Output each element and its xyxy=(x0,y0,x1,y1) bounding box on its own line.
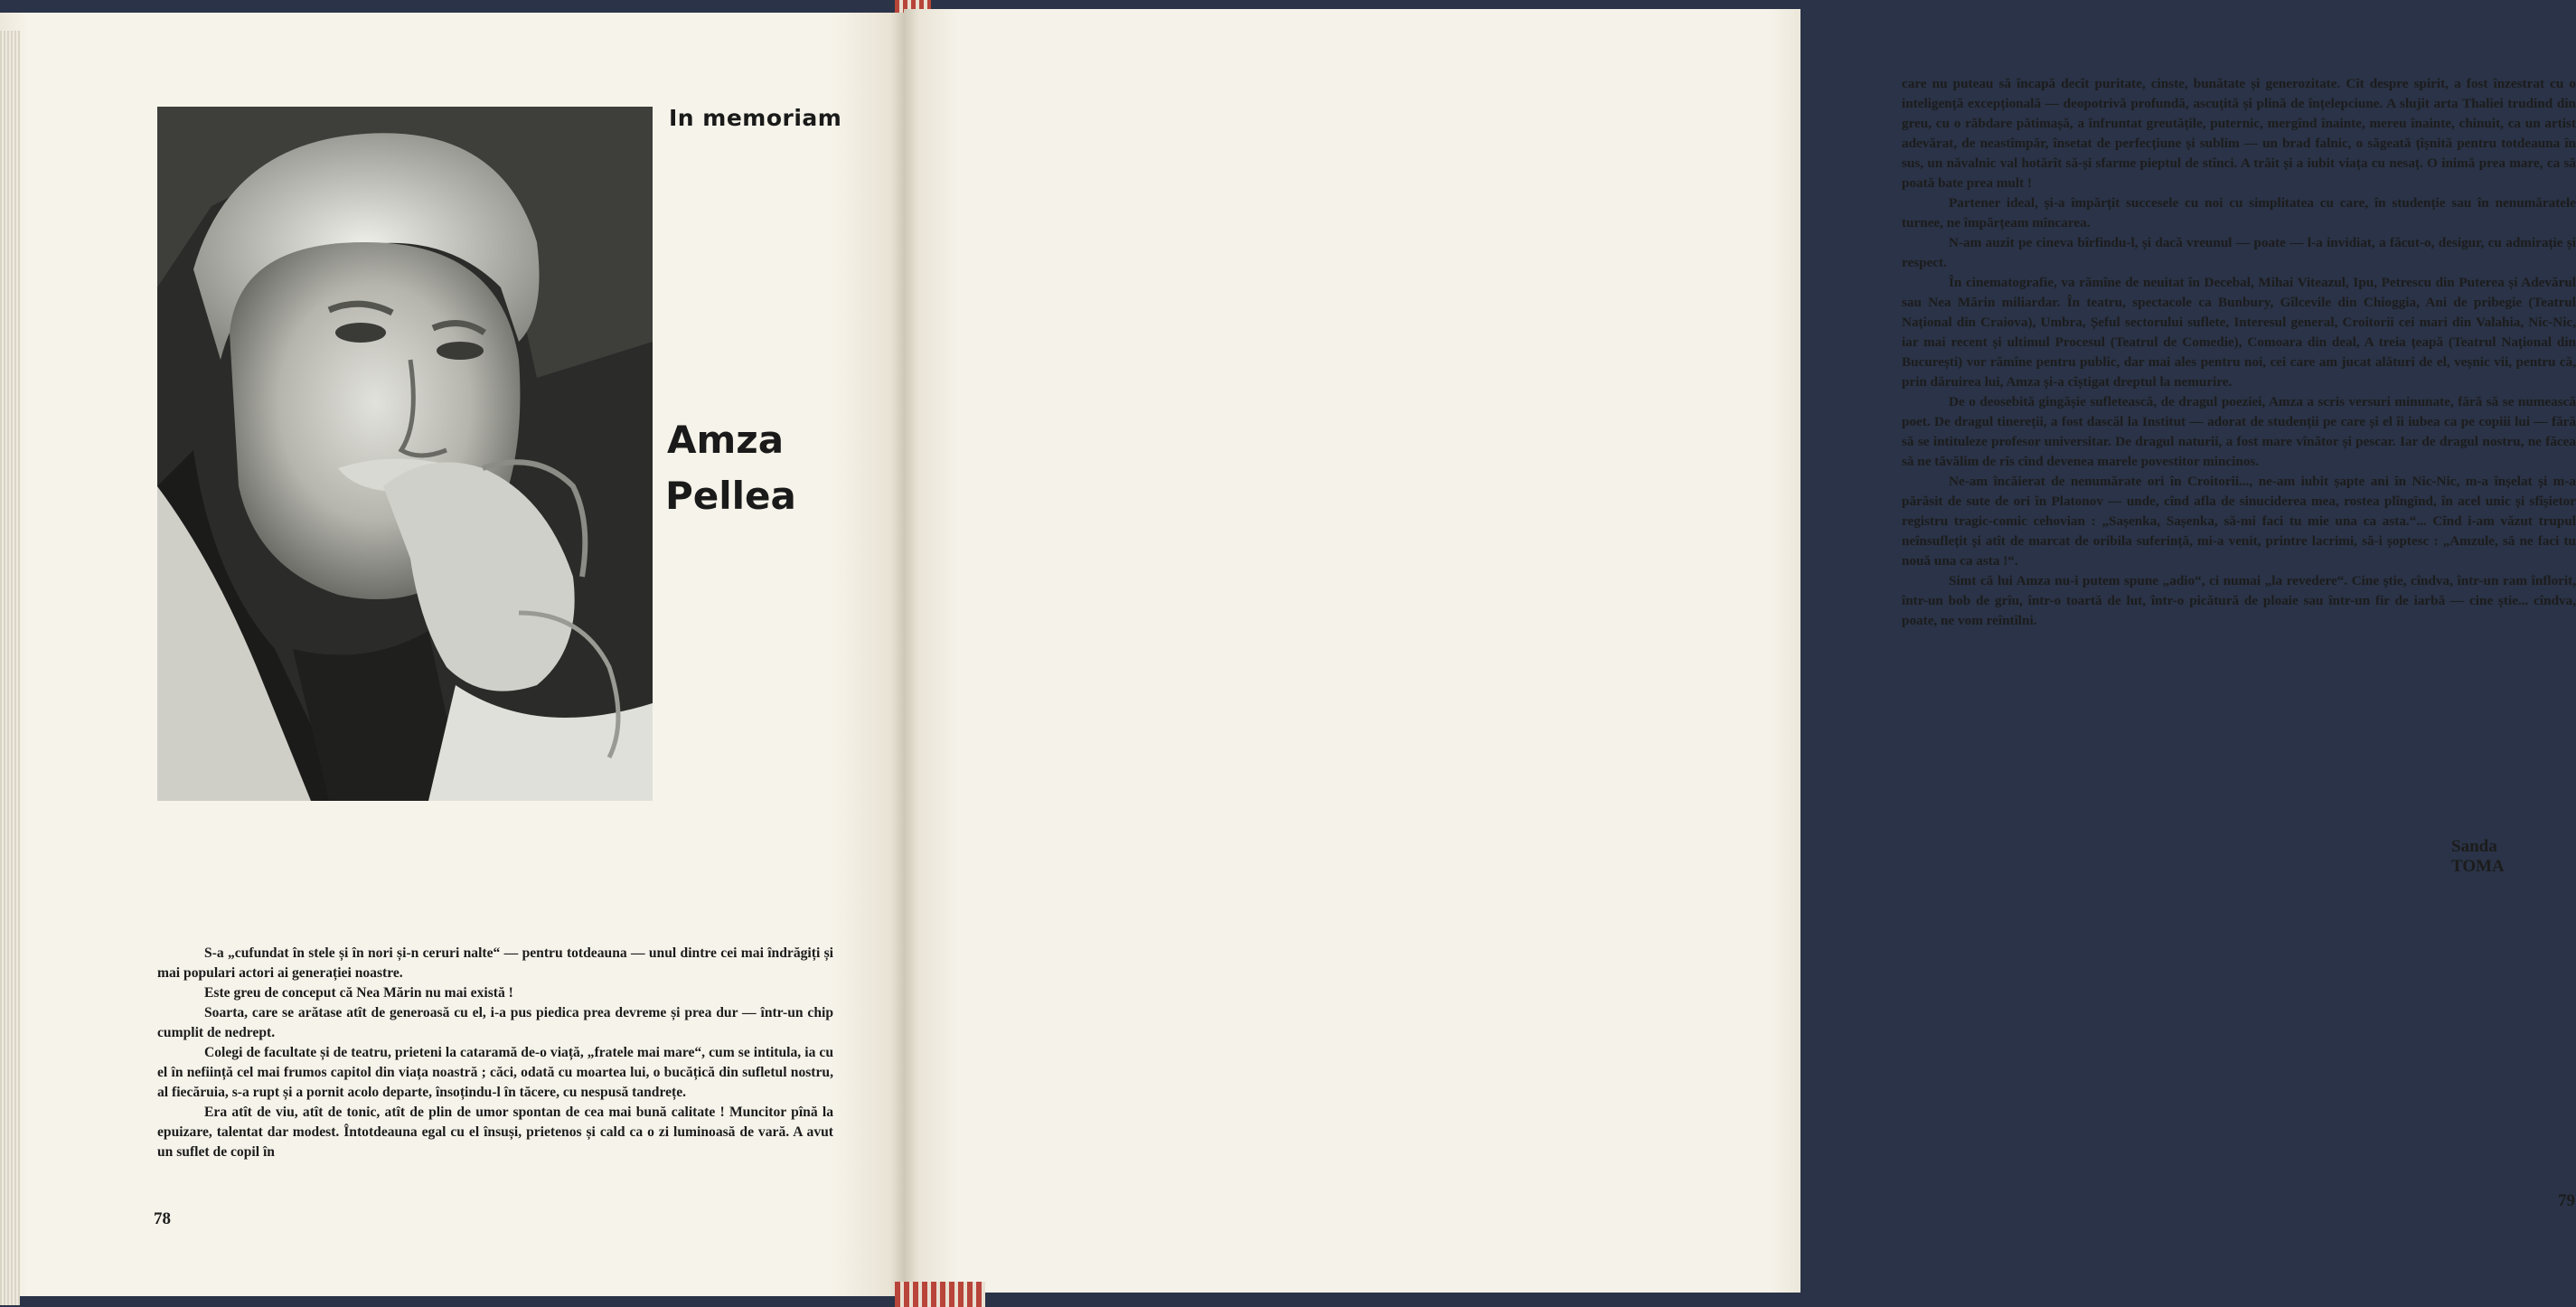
paragraph: Este greu de conceput că Nea Mărin nu mai există ! xyxy=(204,985,513,1001)
paragraph: De o deosebită gingășie sufletească, de dragul poeziei, Amza a scris versuri minunate, fără să se numească poet. De dragul tinereții, a fost dascăl la Institut — adorat de studenții pe care și el îi iubea ca pe copiii lui — fără să se intituleze profesor universitar. De dragul naturii, a fost mare vînător și pescar. Iar de dragul nostru, ne făcea să ne tăvălim de rîs cînd devenea marele povestitor mincinos. xyxy=(1902,394,2576,469)
paragraph: S-a „cufundat în stele și în nori și-n ceruri nalte“ — pentru totdeauna — unul dintre cei mai îndrăgiți și mai populari actori ai generației noastre. xyxy=(157,945,833,981)
paragraph: Simt că lui Amza nu-i putem spune „adio“, ci numai „la revedere“. Cine știe, cîndva, într-un ram înflorit, într-un bob de grîu, într-o toartă de lut, într-o picătură de ploaie sau într-un fir de iarbă — cine știe... cîndva, poate, ne vom reîntîlni. xyxy=(1902,573,2576,628)
page-number-left: 78 xyxy=(154,1209,171,1228)
paragraph: În cinematografie, va rămîne de neuitat în Decebal, Mihai Viteazul, Ipu, Petrescu din Puterea și Adevărul sau Nea Mărin miliardar. În teatru, spectacole ca Bunbury, Gîlcevile din Chioggia, Ani de pribegie (Teatrul Național din Craiova), Umbra, Șeful sectorului suflete, Interesul general, Croitorii cei mari din Valahia, Nic-Nic, iar mai recent și ultimul Procesul (Teatrul de Comedie), Comoara din deal, A treia țeapă (Teatrul Național din București) vor rămîne pentru public, dar mai ales pentru noi, cei care am jucat alături de el, veșnic vii, pentru că, prin dăruirea lui, Amza și-a cîștigat dreptul la nemurire. xyxy=(1902,275,2576,390)
portrait-photo xyxy=(157,107,653,801)
left-body-text xyxy=(157,944,833,1162)
paragraph: N-am auzit pe cineva bîrfindu-l, și dacă vreunul — poate — l-a invidiat, a făcut-o, desigur, cu admirație și respect. xyxy=(1902,235,2576,270)
paragraph: Ne-am încăierat de nenumărate ori în Croitorii..., ne-am iubit șapte ani în Nic-Nic, m-a înșelat și m-a părăsit de sute de ori în Platonov — unde, cînd afla de sinuciderea mea, rostea plîngînd, în acel unic și sfîșietor registru tragic-comic cehovian : „Sașenka, Sașenka, să-mi faci tu mie una ca asta.“... Cînd i-am văzut trupul neînsuflețit și atît de marcat de oribila suferință, mi-a venit, printre lacrimi, să-i șoptesc : „Amzule, să ne faci tu nouă una ca asta !“. xyxy=(1902,474,2576,569)
bookmark-ribbon-bottom xyxy=(895,1282,985,1307)
page-number-right: 79 xyxy=(2558,1191,2575,1210)
section-header: In memoriam xyxy=(669,105,842,131)
article-title-last-name: Pellea xyxy=(665,474,796,518)
portrait-illustration xyxy=(157,107,653,801)
right-body-text xyxy=(1902,74,2576,631)
paragraph: care nu puteau să încapă decît puritate, cinste, bunătate și generozitate. Cît despre spirit, a fost înzestrat cu o inteligență excepțională — deopotrivă profundă, ascuțită și plină de înțelepciune. A slujit arta Thaliei trudind din greu, cu o răbdare pătimașă, a înfruntat greutățile, puternic, mergînd înainte, mereu înainte, chinuit, ca un artist adevărat, de neastîmpăr, însetat de perfecțiune și sublim — un brad falnic, o săgeată țîșnită pentru totdeauna în sus, un năvalnic val hotărît să-și sfarme pieptul de stînci. A trăit și a iubit viața cu nesaț. O inimă prea mare, ca să poată bate prea mult ! xyxy=(1902,76,2576,191)
right-page xyxy=(904,9,2576,1293)
paragraph: Soarta, care se arătase atît de generoasă cu el, i-a pus piedica prea devreme și prea dur — într-un chip cumplit de nedrept. xyxy=(157,1005,833,1040)
paragraph: Era atît de viu, atît de tonic, atît de plin de umor spontan de cea mai bună calitate ! Muncitor pînă la epuizare, talentat dar modest. Întotdeauna egal cu el însuși, prietenos și cald ca o zi luminoasă de vară. A avut un suflet de copil în xyxy=(157,1105,833,1160)
article-title-first-name: Amza xyxy=(667,418,785,462)
left-page xyxy=(0,13,904,1296)
page-edge xyxy=(0,31,20,1305)
paragraph: Partener ideal, și-a împărțit succesele cu noi cu simplitatea cu care, în studenție sau în nenumăratele turnee, ne împărțeam mîncarea. xyxy=(1902,195,2576,230)
paragraph: Colegi de facultate și de teatru, prieteni la cataramă de-o viață, „fratele mai mare“, cum se intitula, ia cu el în neființă cel mai frumos capitol din viața noastră ; căci, odată cu moartea lui, o bucățică din sufletul nostru, al fiecăruia, s-a rupt și a pornit acolo departe, însoțindu-l în tăcere, cu nespusă tandrețe. xyxy=(157,1045,833,1100)
author-signature: Sanda TOMA xyxy=(2451,837,2505,876)
